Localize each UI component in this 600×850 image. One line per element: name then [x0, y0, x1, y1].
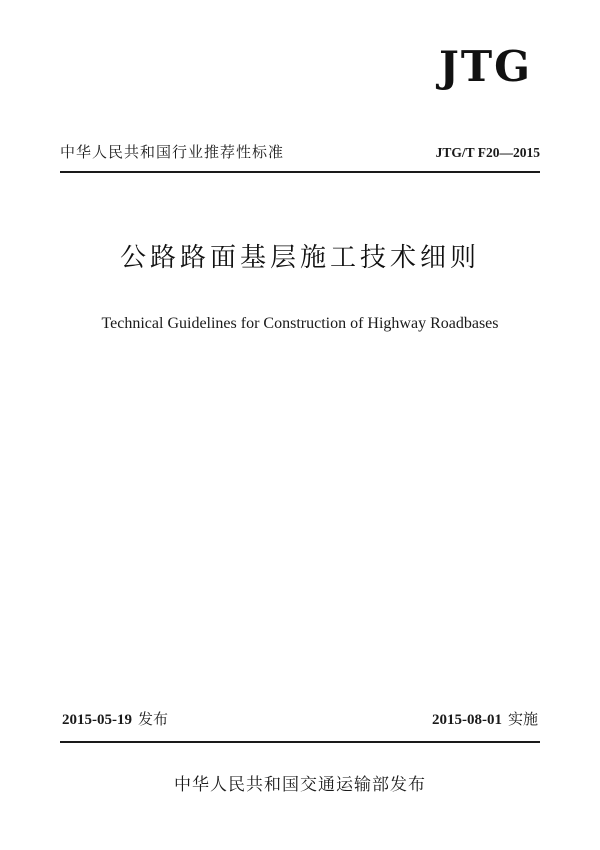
header-row — [60, 141, 540, 165]
effective-date: 2015-08-01 — [431, 712, 502, 728]
standard-category: 中华人民共和国行业推荐性标准 — [60, 143, 285, 161]
effective-date-block — [432, 708, 538, 729]
standard-code: JTG/T F20—2015 — [435, 145, 540, 160]
title-english: Technical Guidelines for Construction of Highway Roadbases — [101, 315, 499, 332]
issue-label: 发布 — [138, 710, 169, 728]
issue-date-block — [62, 708, 168, 729]
date-row — [62, 708, 538, 729]
publisher: 中华人民共和国交通运输部发布 — [174, 775, 426, 795]
effective-label: 实施 — [507, 710, 538, 728]
jtg-logo: JTG — [439, 42, 532, 91]
bottom-divider — [60, 741, 540, 743]
title-chinese: 公路路面基层施工技术细则 — [119, 243, 480, 273]
issue-date: 2015-05-19 — [62, 712, 132, 728]
top-divider — [60, 171, 540, 173]
